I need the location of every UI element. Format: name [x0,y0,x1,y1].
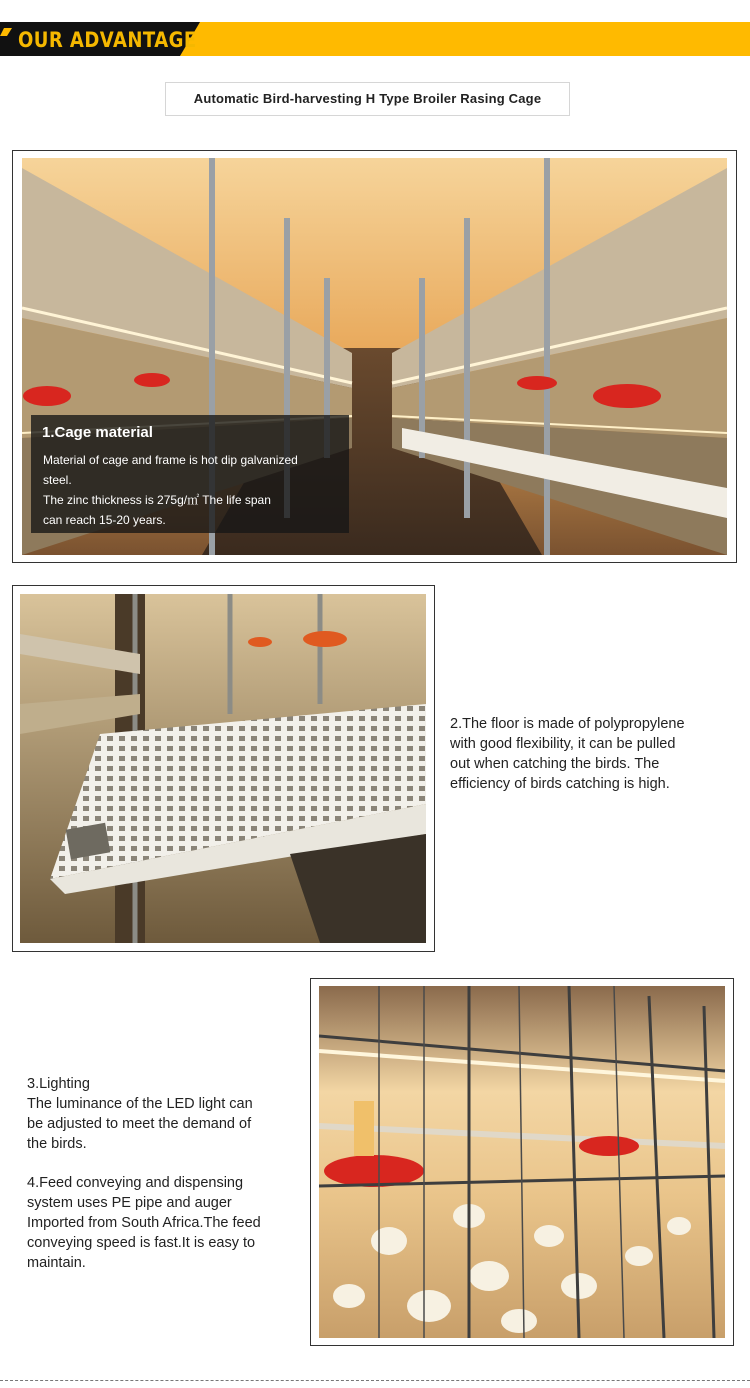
floor-photo [20,594,426,943]
caption-line: can reach 15-20 years. [43,513,166,527]
text-line: The luminance of the LED light can [27,1096,253,1112]
bottom-divider [0,1380,750,1381]
text-line: maintain. [27,1255,86,1271]
cage-material-heading: 1.Cage material [42,424,153,441]
cage-material-text [43,450,343,530]
text-line: conveying speed is fast.It is easy to [27,1235,256,1251]
text-line: Imported from South Africa.The feed [27,1215,261,1231]
chicks-photo [319,986,725,1338]
banner-title: OUR ADVANTAGE [18,28,197,52]
text-line: 3.Lighting [27,1076,90,1092]
text-line: efficiency of birds catching is high. [450,776,670,792]
text-line: system uses PE pipe and auger [27,1195,232,1211]
text-line: the birds. [27,1136,87,1152]
text-line: 4.Feed conveying and dispensing [27,1175,244,1191]
cage-material-caption [31,415,349,533]
section-banner [0,22,750,56]
text-line: out when catching the birds. The [450,756,660,772]
text-line: with good flexibility, it can be pulled [450,736,676,752]
caption-line: The zinc thickness is 275g/㎡ The life span [43,493,271,507]
feed-description [27,1173,307,1273]
caption-line: steel. [43,473,72,487]
text-line: 2.The floor is made of polypropylene [450,716,685,732]
product-title: Automatic Bird-harvesting H Type Broiler Rasing Cage [165,82,570,116]
floor-description [450,714,740,794]
lighting-description [27,1074,302,1154]
text-line: be adjusted to meet the demand of [27,1116,252,1132]
caption-line: Material of cage and frame is hot dip galvanized [43,453,298,467]
